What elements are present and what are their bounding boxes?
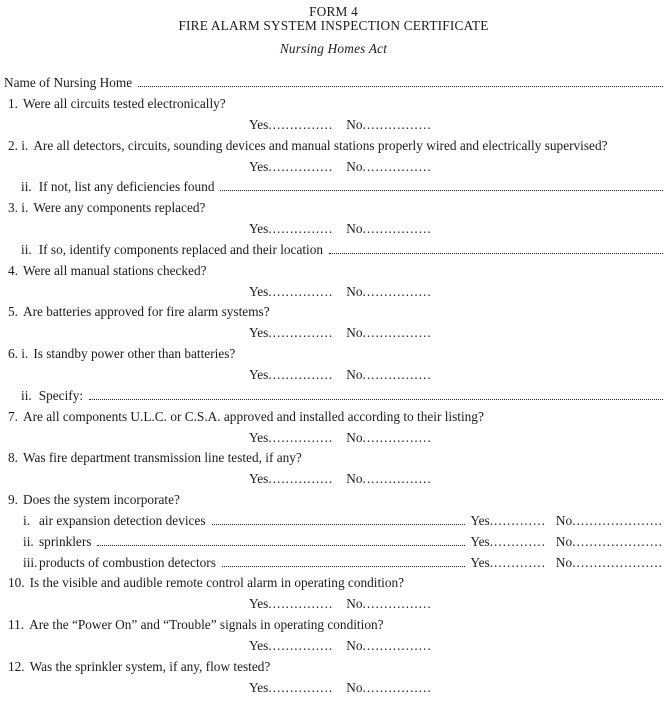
question-11-number: 11. [8, 617, 25, 633]
question-9-item-ii [4, 534, 663, 555]
no-label: No [555, 554, 573, 570]
question-10 [4, 575, 663, 596]
no-label: No [555, 533, 573, 549]
no-dotted-line[interactable] [572, 534, 663, 549]
question-5-number: 5. [8, 304, 18, 320]
yes-dotted-line[interactable] [268, 596, 333, 611]
question-1-yes-field[interactable] [249, 117, 333, 133]
question-2-sub-input-line[interactable] [220, 190, 663, 191]
no-label: No [346, 596, 363, 612]
no-dotted-line[interactable] [363, 638, 432, 653]
question-9-item-iii-numeral: iii. [23, 554, 38, 570]
yes-label: Yes [249, 116, 269, 132]
question-3-answer-row [4, 221, 663, 242]
no-label: No [346, 116, 363, 132]
yes-label: Yes [249, 596, 269, 612]
question-5-yes-field[interactable] [249, 325, 333, 341]
question-3-sub-input-line[interactable] [329, 253, 663, 254]
question-10-no-field[interactable] [346, 596, 431, 612]
yes-dotted-line[interactable] [268, 117, 333, 132]
question-4-yes-field[interactable] [249, 284, 333, 300]
question-4-no-field[interactable] [346, 284, 431, 300]
question-8-yes-field[interactable] [249, 471, 333, 487]
question-8 [4, 450, 663, 471]
no-label: No [346, 637, 363, 653]
question-9-item-i-no-field[interactable] [556, 513, 663, 529]
no-label: No [346, 429, 363, 445]
question-3-no-field[interactable] [346, 221, 431, 237]
yes-label: Yes [249, 283, 269, 299]
question-12-yes-field[interactable] [249, 680, 333, 696]
no-dotted-line[interactable] [363, 221, 432, 236]
yes-label: Yes [470, 554, 490, 570]
yes-label: Yes [249, 158, 269, 174]
question-9-text: Does the system incorporate? [22, 492, 180, 508]
question-2-no-field[interactable] [346, 159, 431, 175]
question-6-text: Is standby power other than batteries? [33, 346, 236, 362]
name-of-nursing-home-row [4, 75, 663, 96]
question-9-item-iii-yes-field[interactable] [470, 555, 546, 571]
yes-dotted-line[interactable] [490, 555, 546, 570]
yes-label: Yes [249, 679, 269, 695]
question-3 [4, 200, 663, 221]
yes-label: Yes [249, 429, 269, 445]
question-9-item-iii-dotted-line[interactable] [222, 566, 465, 567]
question-3-sub-row [4, 242, 663, 263]
yes-dotted-line[interactable] [268, 680, 333, 695]
question-6-no-field[interactable] [346, 367, 431, 383]
question-5 [4, 304, 663, 325]
question-8-answer-row [4, 471, 663, 492]
question-7-yes-field[interactable] [249, 430, 333, 446]
yes-dotted-line[interactable] [490, 534, 546, 549]
question-9-item-ii-text: sprinklers [39, 533, 92, 549]
question-7-number: 7. [8, 408, 18, 424]
no-dotted-line[interactable] [363, 284, 432, 299]
question-4-text: Were all manual stations checked? [22, 262, 207, 278]
question-9-item-ii-dotted-line[interactable] [97, 545, 465, 546]
question-9-item-i-yes-field[interactable] [470, 513, 546, 529]
question-6 [4, 346, 663, 367]
no-dotted-line[interactable] [363, 367, 432, 382]
question-12-no-field[interactable] [346, 680, 431, 696]
yes-dotted-line[interactable] [268, 471, 333, 486]
question-6-answer-row [4, 367, 663, 388]
question-12-text: Was the sprinkler system, if any, flow tested? [29, 658, 271, 674]
question-10-yes-field[interactable] [249, 596, 333, 612]
no-label: No [346, 283, 363, 299]
yes-dotted-line[interactable] [268, 159, 333, 174]
question-12 [4, 659, 663, 680]
no-dotted-line[interactable] [363, 596, 432, 611]
question-2-sub-text: If not, list any deficiencies found [38, 179, 215, 195]
no-dotted-line[interactable] [363, 325, 432, 340]
question-11-answer-row [4, 638, 663, 659]
form-number-title: FORM 4 [309, 4, 358, 19]
question-9-item-iii-text: products of combustion detectors [39, 554, 216, 570]
question-3-yes-field[interactable] [249, 221, 333, 237]
question-9-item-ii-numeral: ii. [23, 533, 34, 549]
question-2-text: Are all detectors, circuits, sounding devices and manual stations properly wired and electrically supervised? [33, 137, 608, 153]
no-dotted-line[interactable] [572, 513, 663, 528]
question-2-sub-numeral: ii. [21, 179, 32, 195]
no-label: No [346, 221, 363, 237]
question-8-no-field[interactable] [346, 471, 431, 487]
question-1 [4, 96, 663, 117]
question-6-sub-input-line[interactable] [89, 399, 663, 400]
yes-label: Yes [249, 366, 269, 382]
question-4 [4, 263, 663, 284]
question-9-item-i-dotted-line[interactable] [212, 524, 466, 525]
question-9-item-i-text: air expansion detection devices [39, 512, 206, 528]
question-1-text: Were all circuits tested electronically? [22, 96, 226, 111]
question-7 [4, 409, 663, 430]
name-of-nursing-home-label: Name of Nursing Home [4, 75, 133, 90]
question-6-yes-field[interactable] [249, 367, 333, 383]
question-4-answer-row [4, 284, 663, 305]
question-2-yes-field[interactable] [249, 159, 333, 175]
no-dotted-line[interactable] [363, 471, 432, 486]
question-9-item-iii-no-field[interactable] [556, 555, 663, 571]
question-1-no-field[interactable] [346, 117, 431, 133]
question-10-text: Is the visible and audible remote control alarm in operating condition? [29, 575, 405, 591]
question-7-answer-row [4, 430, 663, 451]
yes-dotted-line[interactable] [268, 221, 333, 236]
no-dotted-line[interactable] [363, 159, 432, 174]
question-9 [4, 492, 663, 513]
question-11-text: Are the “Power On” and “Trouble” signals in operating condition? [29, 617, 384, 633]
question-11-no-field[interactable] [346, 638, 431, 654]
yes-label: Yes [249, 637, 269, 653]
question-9-item-ii-yes-field[interactable] [470, 534, 546, 550]
no-dotted-line[interactable] [572, 555, 663, 570]
certificate-title: FIRE ALARM SYSTEM INSPECTION CERTIFICATE [178, 18, 489, 33]
question-10-number: 10. [8, 575, 25, 591]
question-7-no-field[interactable] [346, 430, 431, 446]
question-7-text: Are all components U.L.C. or C.S.A. approved and installed according to their listing? [22, 408, 484, 424]
question-8-number: 8. [8, 450, 18, 466]
question-5-answer-row [4, 325, 663, 346]
question-3-sub-text: If so, identify components replaced and their location [38, 241, 324, 257]
question-1-answer-row [4, 117, 663, 138]
question-12-answer-row [4, 680, 663, 701]
question-6-number: 6. i. [8, 346, 29, 362]
question-2 [4, 138, 663, 159]
question-1-number: 1. [8, 96, 18, 111]
no-label: No [346, 471, 363, 487]
yes-dotted-line[interactable] [268, 367, 333, 382]
question-4-number: 4. [8, 262, 18, 278]
question-9-item-i [4, 513, 663, 534]
question-12-number: 12. [8, 658, 25, 674]
question-10-answer-row [4, 596, 663, 617]
question-8-text: Was fire department transmission line tested, if any? [22, 450, 302, 466]
name-of-nursing-home-input-line[interactable] [138, 86, 663, 87]
question-9-item-ii-no-field[interactable] [556, 534, 663, 550]
question-9-item-iii [4, 555, 663, 576]
question-5-text: Are batteries approved for fire alarm systems? [22, 304, 270, 320]
act-title: Nursing Homes Act [279, 41, 388, 56]
no-label: No [346, 366, 363, 382]
yes-label: Yes [470, 512, 490, 528]
question-2-answer-row [4, 159, 663, 180]
question-3-number: 3. i. [8, 200, 29, 216]
question-3-text: Were any components replaced? [33, 200, 206, 216]
no-label: No [346, 679, 363, 695]
no-dotted-line[interactable] [363, 117, 432, 132]
question-6-sub-row [4, 388, 663, 409]
yes-dotted-line[interactable] [490, 513, 546, 528]
question-9-number: 9. [8, 492, 18, 508]
no-label: No [555, 512, 573, 528]
question-9-item-i-numeral: i. [23, 512, 31, 528]
no-dotted-line[interactable] [363, 680, 432, 695]
yes-dotted-line[interactable] [268, 638, 333, 653]
yes-label: Yes [249, 221, 269, 237]
question-6-sub-text: Specify: [38, 387, 84, 403]
question-5-no-field[interactable] [346, 325, 431, 341]
yes-label: Yes [249, 325, 269, 341]
no-dotted-line[interactable] [363, 430, 432, 445]
yes-dotted-line[interactable] [268, 284, 333, 299]
yes-label: Yes [470, 533, 490, 549]
question-3-sub-numeral: ii. [21, 241, 32, 257]
question-6-sub-numeral: ii. [21, 387, 32, 403]
yes-label: Yes [249, 471, 269, 487]
question-2-sub-row [4, 179, 663, 200]
yes-dotted-line[interactable] [268, 325, 333, 340]
yes-dotted-line[interactable] [268, 430, 333, 445]
question-11 [4, 617, 663, 638]
question-2-number: 2. i. [8, 137, 29, 153]
no-label: No [346, 158, 363, 174]
question-11-yes-field[interactable] [249, 638, 333, 654]
no-label: No [346, 325, 363, 341]
